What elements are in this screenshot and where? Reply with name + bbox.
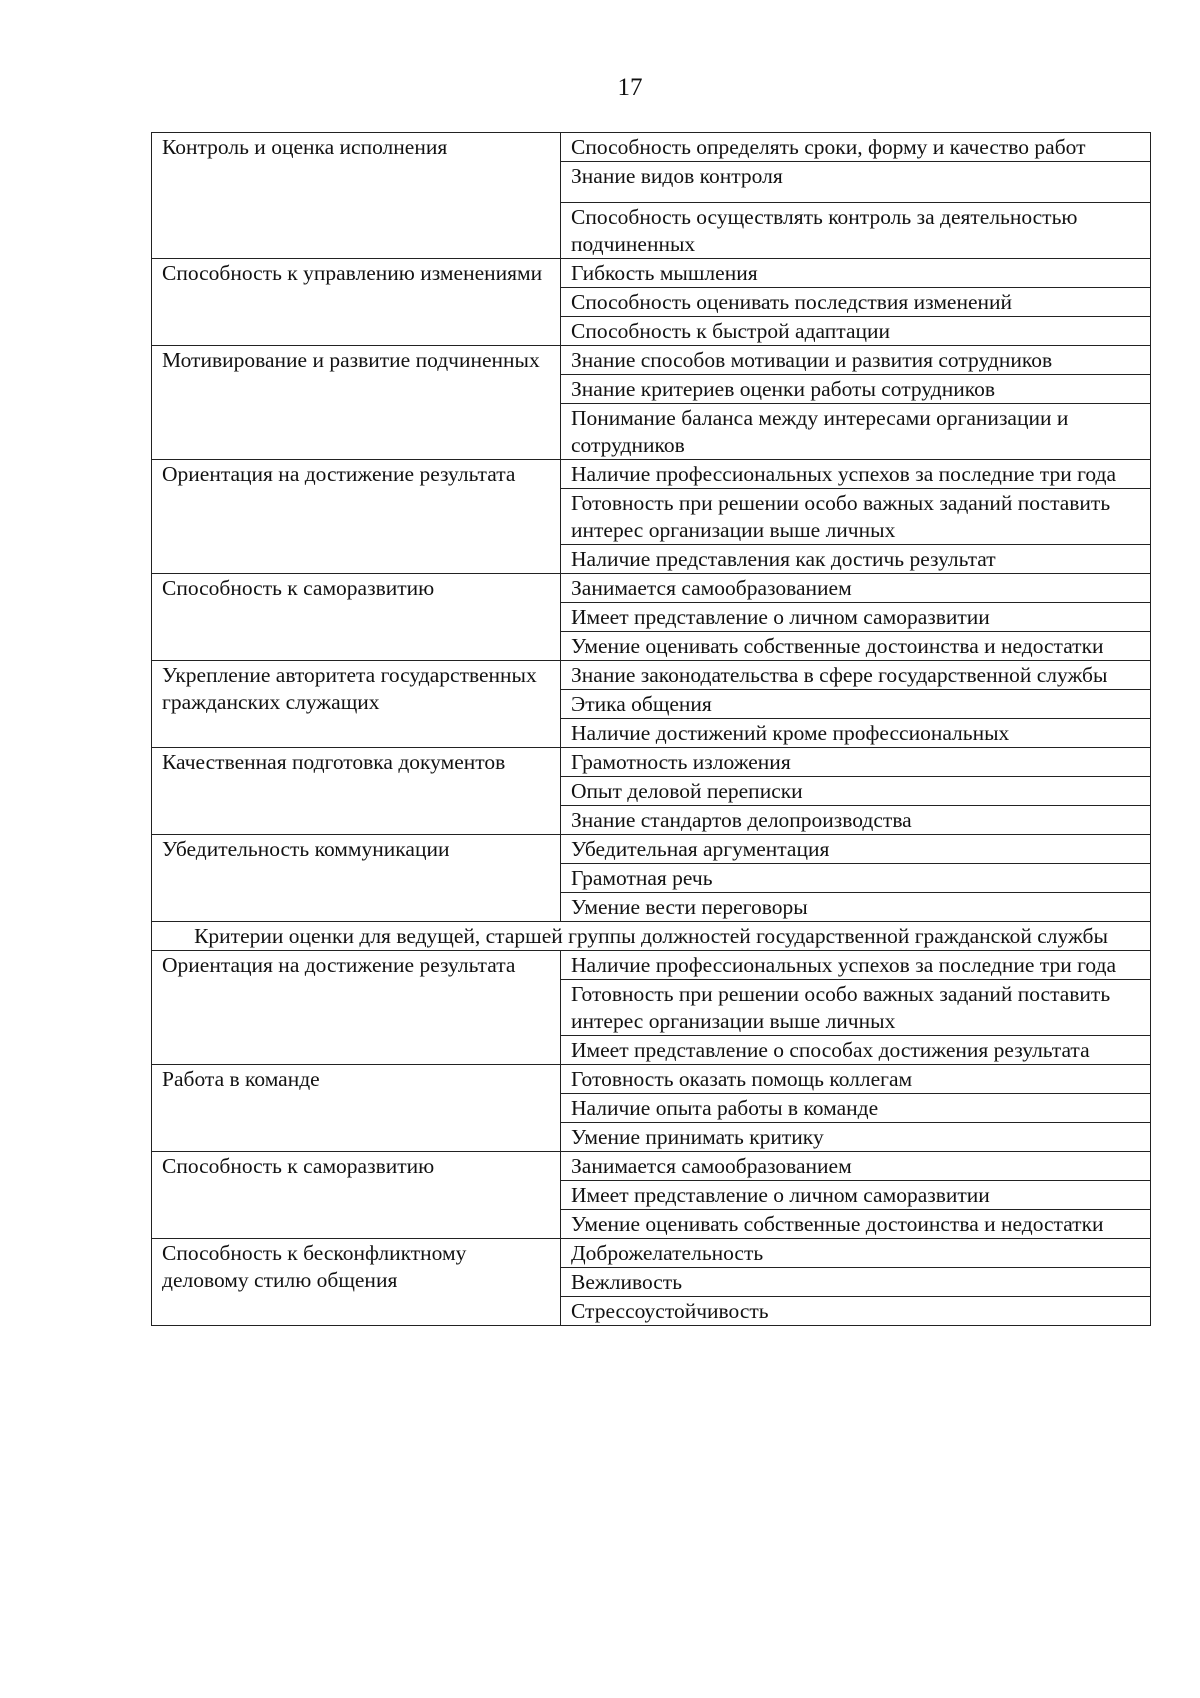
indicator-cell: Умение оценивать собственные достоинства и недостатки — [561, 1210, 1151, 1239]
indicator-cell: Доброжелательность — [561, 1239, 1151, 1268]
criteria-table-body — [152, 133, 1151, 1326]
indicator-cell: Наличие профессиональных успехов за последние три года — [561, 951, 1151, 980]
indicator-cell: Опыт деловой переписки — [561, 777, 1151, 806]
indicator-cell: Знание способов мотивации и развития сотрудников — [561, 346, 1151, 375]
indicator-cell: Наличие достижений кроме профессиональных — [561, 719, 1151, 748]
indicator-cell: Способность к быстрой адаптации — [561, 317, 1151, 346]
table-row — [152, 133, 1151, 162]
table-row — [152, 661, 1151, 690]
indicator-cell: Стрессоустойчивость — [561, 1297, 1151, 1326]
criterion-cell: Способность к саморазвитию — [152, 574, 561, 661]
indicator-cell: Знание видов контроля — [561, 162, 1151, 203]
indicator-cell: Готовность при решении особо важных заданий поставить интерес организации выше личных — [561, 980, 1151, 1036]
indicator-cell: Имеет представление о личном саморазвитии — [561, 603, 1151, 632]
indicator-cell: Наличие опыта работы в команде — [561, 1094, 1151, 1123]
criterion-cell: Контроль и оценка исполнения — [152, 133, 561, 259]
indicator-cell: Имеет представление о личном саморазвитии — [561, 1181, 1151, 1210]
criterion-cell: Мотивирование и развитие подчиненных — [152, 346, 561, 460]
section-header-row — [152, 922, 1151, 951]
indicator-cell: Занимается самообразованием — [561, 1152, 1151, 1181]
table-row — [152, 835, 1151, 864]
indicator-cell: Знание стандартов делопроизводства — [561, 806, 1151, 835]
criterion-cell: Способность к саморазвитию — [152, 1152, 561, 1239]
table-row — [152, 1239, 1151, 1268]
criterion-cell: Убедительность коммуникации — [152, 835, 561, 922]
indicator-cell: Способность определять сроки, форму и качество работ — [561, 133, 1151, 162]
table-row — [152, 346, 1151, 375]
indicator-cell: Знание критериев оценки работы сотрудников — [561, 375, 1151, 404]
table-row — [152, 460, 1151, 489]
indicator-cell: Понимание баланса между интересами организации и сотрудников — [561, 404, 1151, 460]
indicator-cell: Грамотная речь — [561, 864, 1151, 893]
indicator-cell: Гибкость мышления — [561, 259, 1151, 288]
indicator-cell: Умение вести переговоры — [561, 893, 1151, 922]
page-number: 17 — [617, 74, 643, 101]
table-row — [152, 259, 1151, 288]
indicator-cell: Готовность при решении особо важных заданий поставить интерес организации выше личных — [561, 489, 1151, 545]
indicator-cell: Имеет представление о способах достижения результата — [561, 1036, 1151, 1065]
table-row — [152, 748, 1151, 777]
criterion-cell: Укрепление авторитета государственных гражданских служащих — [152, 661, 561, 748]
criterion-cell: Ориентация на достижение результата — [152, 951, 561, 1065]
indicator-cell: Занимается самообразованием — [561, 574, 1151, 603]
table-row — [152, 1152, 1151, 1181]
indicator-cell: Наличие представления как достичь результат — [561, 545, 1151, 574]
indicator-cell: Способность оценивать последствия изменений — [561, 288, 1151, 317]
indicator-cell: Знание законодательства в сфере государственной службы — [561, 661, 1151, 690]
criterion-cell: Качественная подготовка документов — [152, 748, 561, 835]
indicator-cell: Способность осуществлять контроль за деятельностью подчиненных — [561, 203, 1151, 259]
indicator-cell: Готовность оказать помощь коллегам — [561, 1065, 1151, 1094]
criterion-cell: Способность к управлению изменениями — [152, 259, 561, 346]
section-header: Критерии оценки для ведущей, старшей группы должностей государственной гражданской службы — [152, 922, 1151, 951]
criterion-cell: Ориентация на достижение результата — [152, 460, 561, 574]
criteria-table — [151, 132, 1151, 1326]
table-row — [152, 574, 1151, 603]
criterion-cell: Способность к бесконфликтному деловому стилю общения — [152, 1239, 561, 1326]
indicator-cell: Умение оценивать собственные достоинства и недостатки — [561, 632, 1151, 661]
criterion-cell: Работа в команде — [152, 1065, 561, 1152]
indicator-cell: Умение принимать критику — [561, 1123, 1151, 1152]
table-row — [152, 951, 1151, 980]
indicator-cell: Наличие профессиональных успехов за последние три года — [561, 460, 1151, 489]
indicator-cell: Этика общения — [561, 690, 1151, 719]
indicator-cell: Вежливость — [561, 1268, 1151, 1297]
table-row — [152, 1065, 1151, 1094]
indicator-cell: Убедительная аргументация — [561, 835, 1151, 864]
indicator-cell: Грамотность изложения — [561, 748, 1151, 777]
